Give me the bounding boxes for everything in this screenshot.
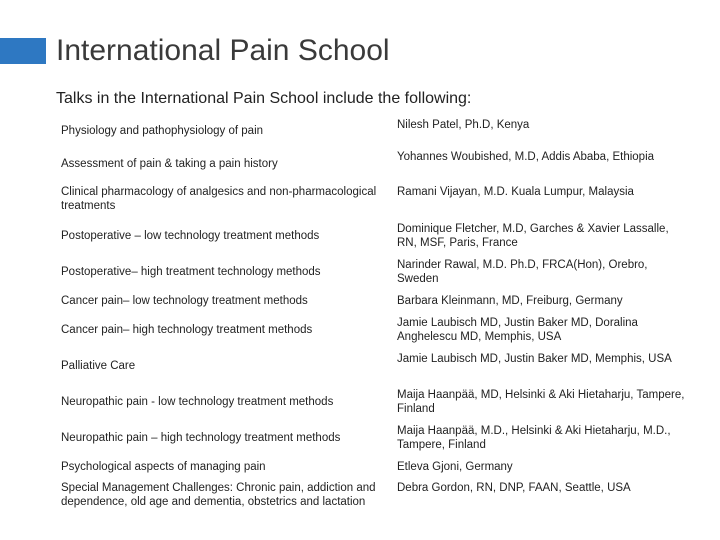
talk-speaker: Yohannes Woubished, M.D, Addis Ababa, Ethiopia (397, 151, 655, 163)
talk-speaker: Etleva Gjoni, Germany (397, 461, 513, 473)
talk-speaker: Barbara Kleinmann, MD, Freiburg, Germany (397, 295, 623, 307)
talk-speaker: Dominique Fletcher, M.D, Garches & Xavier Lassalle, RN, MSF, Paris, France (397, 223, 669, 249)
talk-topic: Neuropathic pain - low technology treatment methods (61, 396, 334, 408)
page-subtitle: Talks in the International Pain School include the following: (56, 90, 472, 107)
talk-topic: Assessment of pain & taking a pain history (61, 158, 278, 170)
talk-topic: Neuropathic pain – high technology treatment methods (61, 432, 341, 444)
talk-topic: Palliative Care (61, 360, 136, 372)
talk-speaker: Jamie Laubisch MD, Justin Baker MD, Doralina Anghelescu MD, Memphis, USA (397, 317, 638, 343)
talk-speaker: Maija Haanpää, M.D., Helsinki & Aki Hietaharju, M.D., Tampere, Finland (397, 425, 671, 451)
talk-speaker: Ramani Vijayan, M.D. Kuala Lumpur, Malaysia (397, 186, 634, 198)
talk-topic: Special Management Challenges: Chronic pain, addiction and dependence, old age and dementia, obstetrics and lactation (61, 482, 376, 508)
talk-topic: Clinical pharmacology of analgesics and non-pharmacological treatments (61, 186, 377, 212)
talk-topic: Psychological aspects of managing pain (61, 461, 266, 473)
talk-topic: Postoperative – low technology treatment methods (61, 230, 320, 242)
talk-topic: Physiology and pathophysiology of pain (61, 125, 264, 137)
talk-speaker: Maija Haanpää, MD, Helsinki & Aki Hietaharju, Tampere, Finland (397, 389, 685, 415)
title-accent-bar (0, 38, 46, 64)
talk-speaker: Narinder Rawal, M.D. Ph.D, FRCA(Hon), Orebro, Sweden (397, 259, 648, 285)
talk-topic: Postoperative– high treatment technology methods (61, 266, 321, 278)
talk-speaker: Debra Gordon, RN, DNP, FAAN, Seattle, USA (397, 482, 631, 494)
page-title: International Pain School (56, 34, 390, 67)
talk-speaker: Nilesh Patel, Ph.D, Kenya (397, 119, 530, 131)
talk-topic: Cancer pain– high technology treatment methods (61, 324, 313, 336)
talk-speaker: Jamie Laubisch MD, Justin Baker MD, Memphis, USA (397, 353, 672, 365)
talk-topic: Cancer pain– low technology treatment methods (61, 295, 308, 307)
